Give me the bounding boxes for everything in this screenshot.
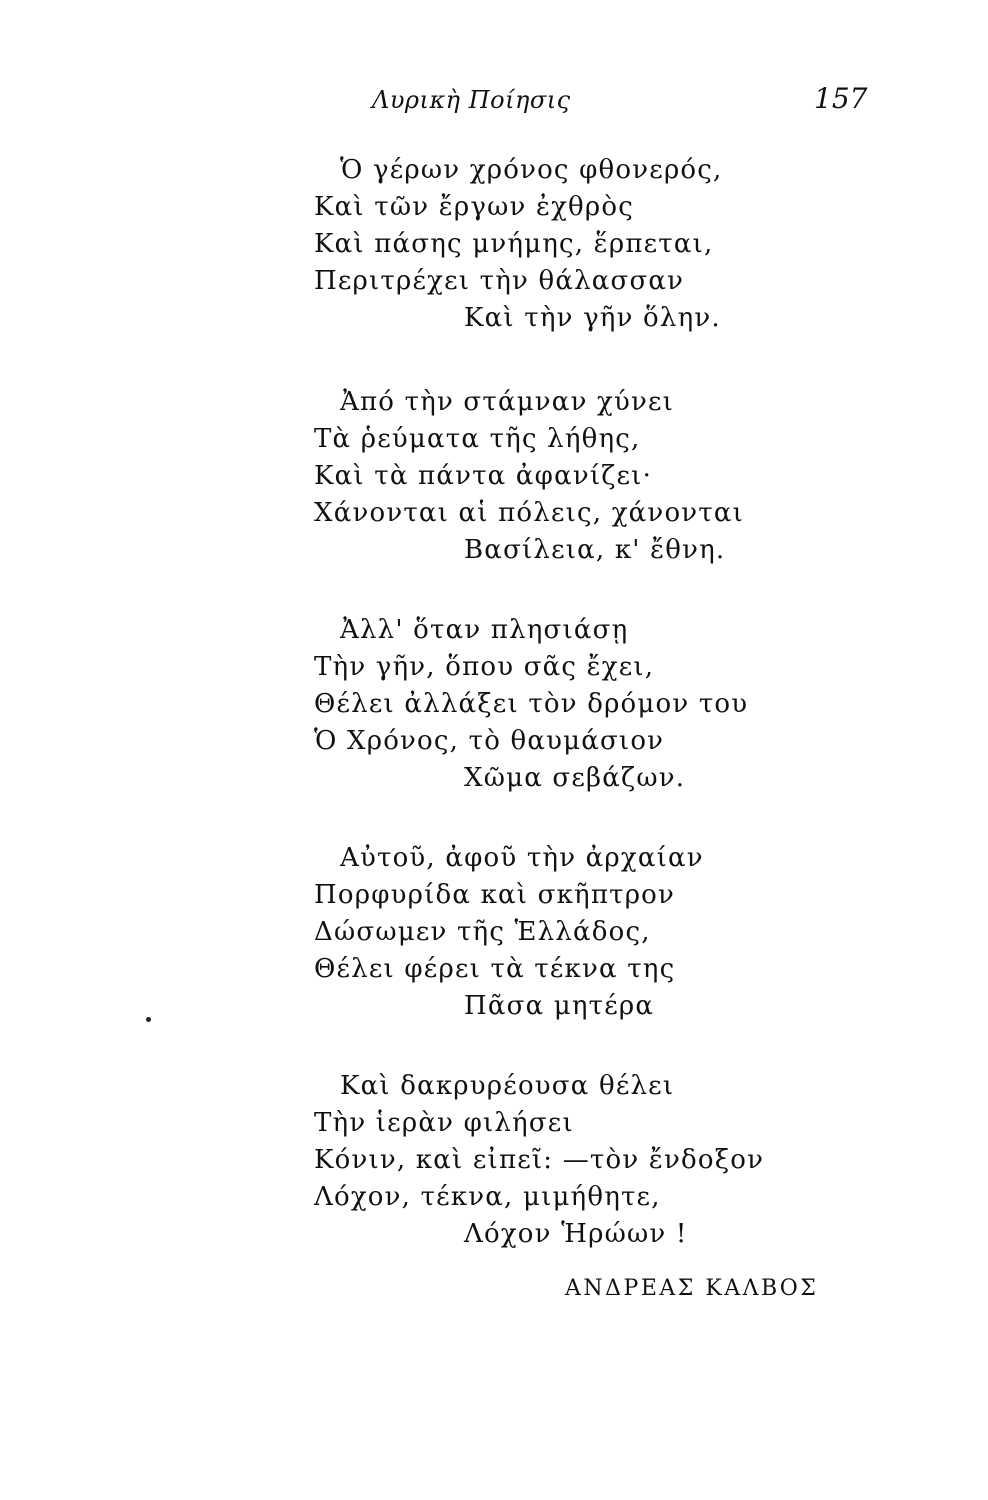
print-speck <box>146 1017 151 1022</box>
poem-line: Αὐτοῦ, ἀφοῦ τὴν ἀρχαίαν <box>340 843 704 873</box>
poem-line: Κόνιν, καὶ εἰπεῖ: —τὸν ἔνδοξον <box>314 1145 765 1175</box>
running-head: Λυρικὴ Ποίησις <box>372 86 571 114</box>
poem-line: Δώσωμεν τῆς Ἑλλάδος, <box>314 917 651 947</box>
poem-line: Καὶ τὰ πάντα ἀφανίζει· <box>314 461 653 491</box>
stanza-2 <box>314 384 834 569</box>
poem-line: Λόχον, τέκνα, μιμήθητε, <box>314 1182 661 1212</box>
poem-line: Καὶ δακρυρέουσα θέλει <box>340 1071 675 1101</box>
stanza-4 <box>314 840 834 1025</box>
author-name: ΑΝΔΡΕΑΣ ΚΑΛΒΟΣ <box>565 1276 819 1301</box>
poem-line: Ἀπό τὴν στάμναν χύνει <box>340 387 675 417</box>
poem-line: Τὴν γῆν, ὅπου σᾶς ἔχει, <box>314 652 655 682</box>
poem-line: Τὰ ῥεύματα τῆς λήθης, <box>314 424 641 454</box>
poem-line: Βασίλεια, κ' ἔθνη. <box>464 535 726 565</box>
poem-line: Καὶ τῶν ἔργων ἐχθρὸς <box>314 192 635 222</box>
stanza-1 <box>314 152 834 337</box>
poem-line: Χάνονται αἱ πόλεις, χάνονται <box>314 498 745 528</box>
poem-line: Θέλει ἀλλάξει τὸν δρόμον του <box>314 689 749 719</box>
poem-line: Χῶμα σεβάζων. <box>464 763 686 793</box>
poem-line: Πορφυρίδα καὶ σκῆπτρον <box>314 880 676 910</box>
poem-line: Ἀλλ' ὅταν πλησιάσῃ <box>340 615 629 645</box>
poem-line: Θέλει φέρει τὰ τέκνα της <box>314 954 676 984</box>
poem-line: Ὁ Χρόνος, τὸ θαυμάσιον <box>314 726 665 756</box>
page-number: 157 <box>814 82 868 115</box>
poem-line: Πᾶσα μητέρα <box>464 991 655 1021</box>
poem-line: Καὶ τὴν γῆν ὅλην. <box>464 303 721 333</box>
poem-line: Περιτρέχει τὴν θάλασσαν <box>314 266 685 296</box>
poem-line: Τὴν ἱερὰν φιλήσει <box>314 1108 574 1138</box>
poem-line: Λόχον Ἡρώων ! <box>464 1219 688 1249</box>
stanza-5 <box>314 1068 834 1253</box>
poem-line: Καὶ πάσης μνήμης, ἕρπεται, <box>314 229 714 259</box>
stanza-3 <box>314 612 834 797</box>
poem-line: Ὁ γέρων χρόνος φθονερός, <box>340 155 723 185</box>
